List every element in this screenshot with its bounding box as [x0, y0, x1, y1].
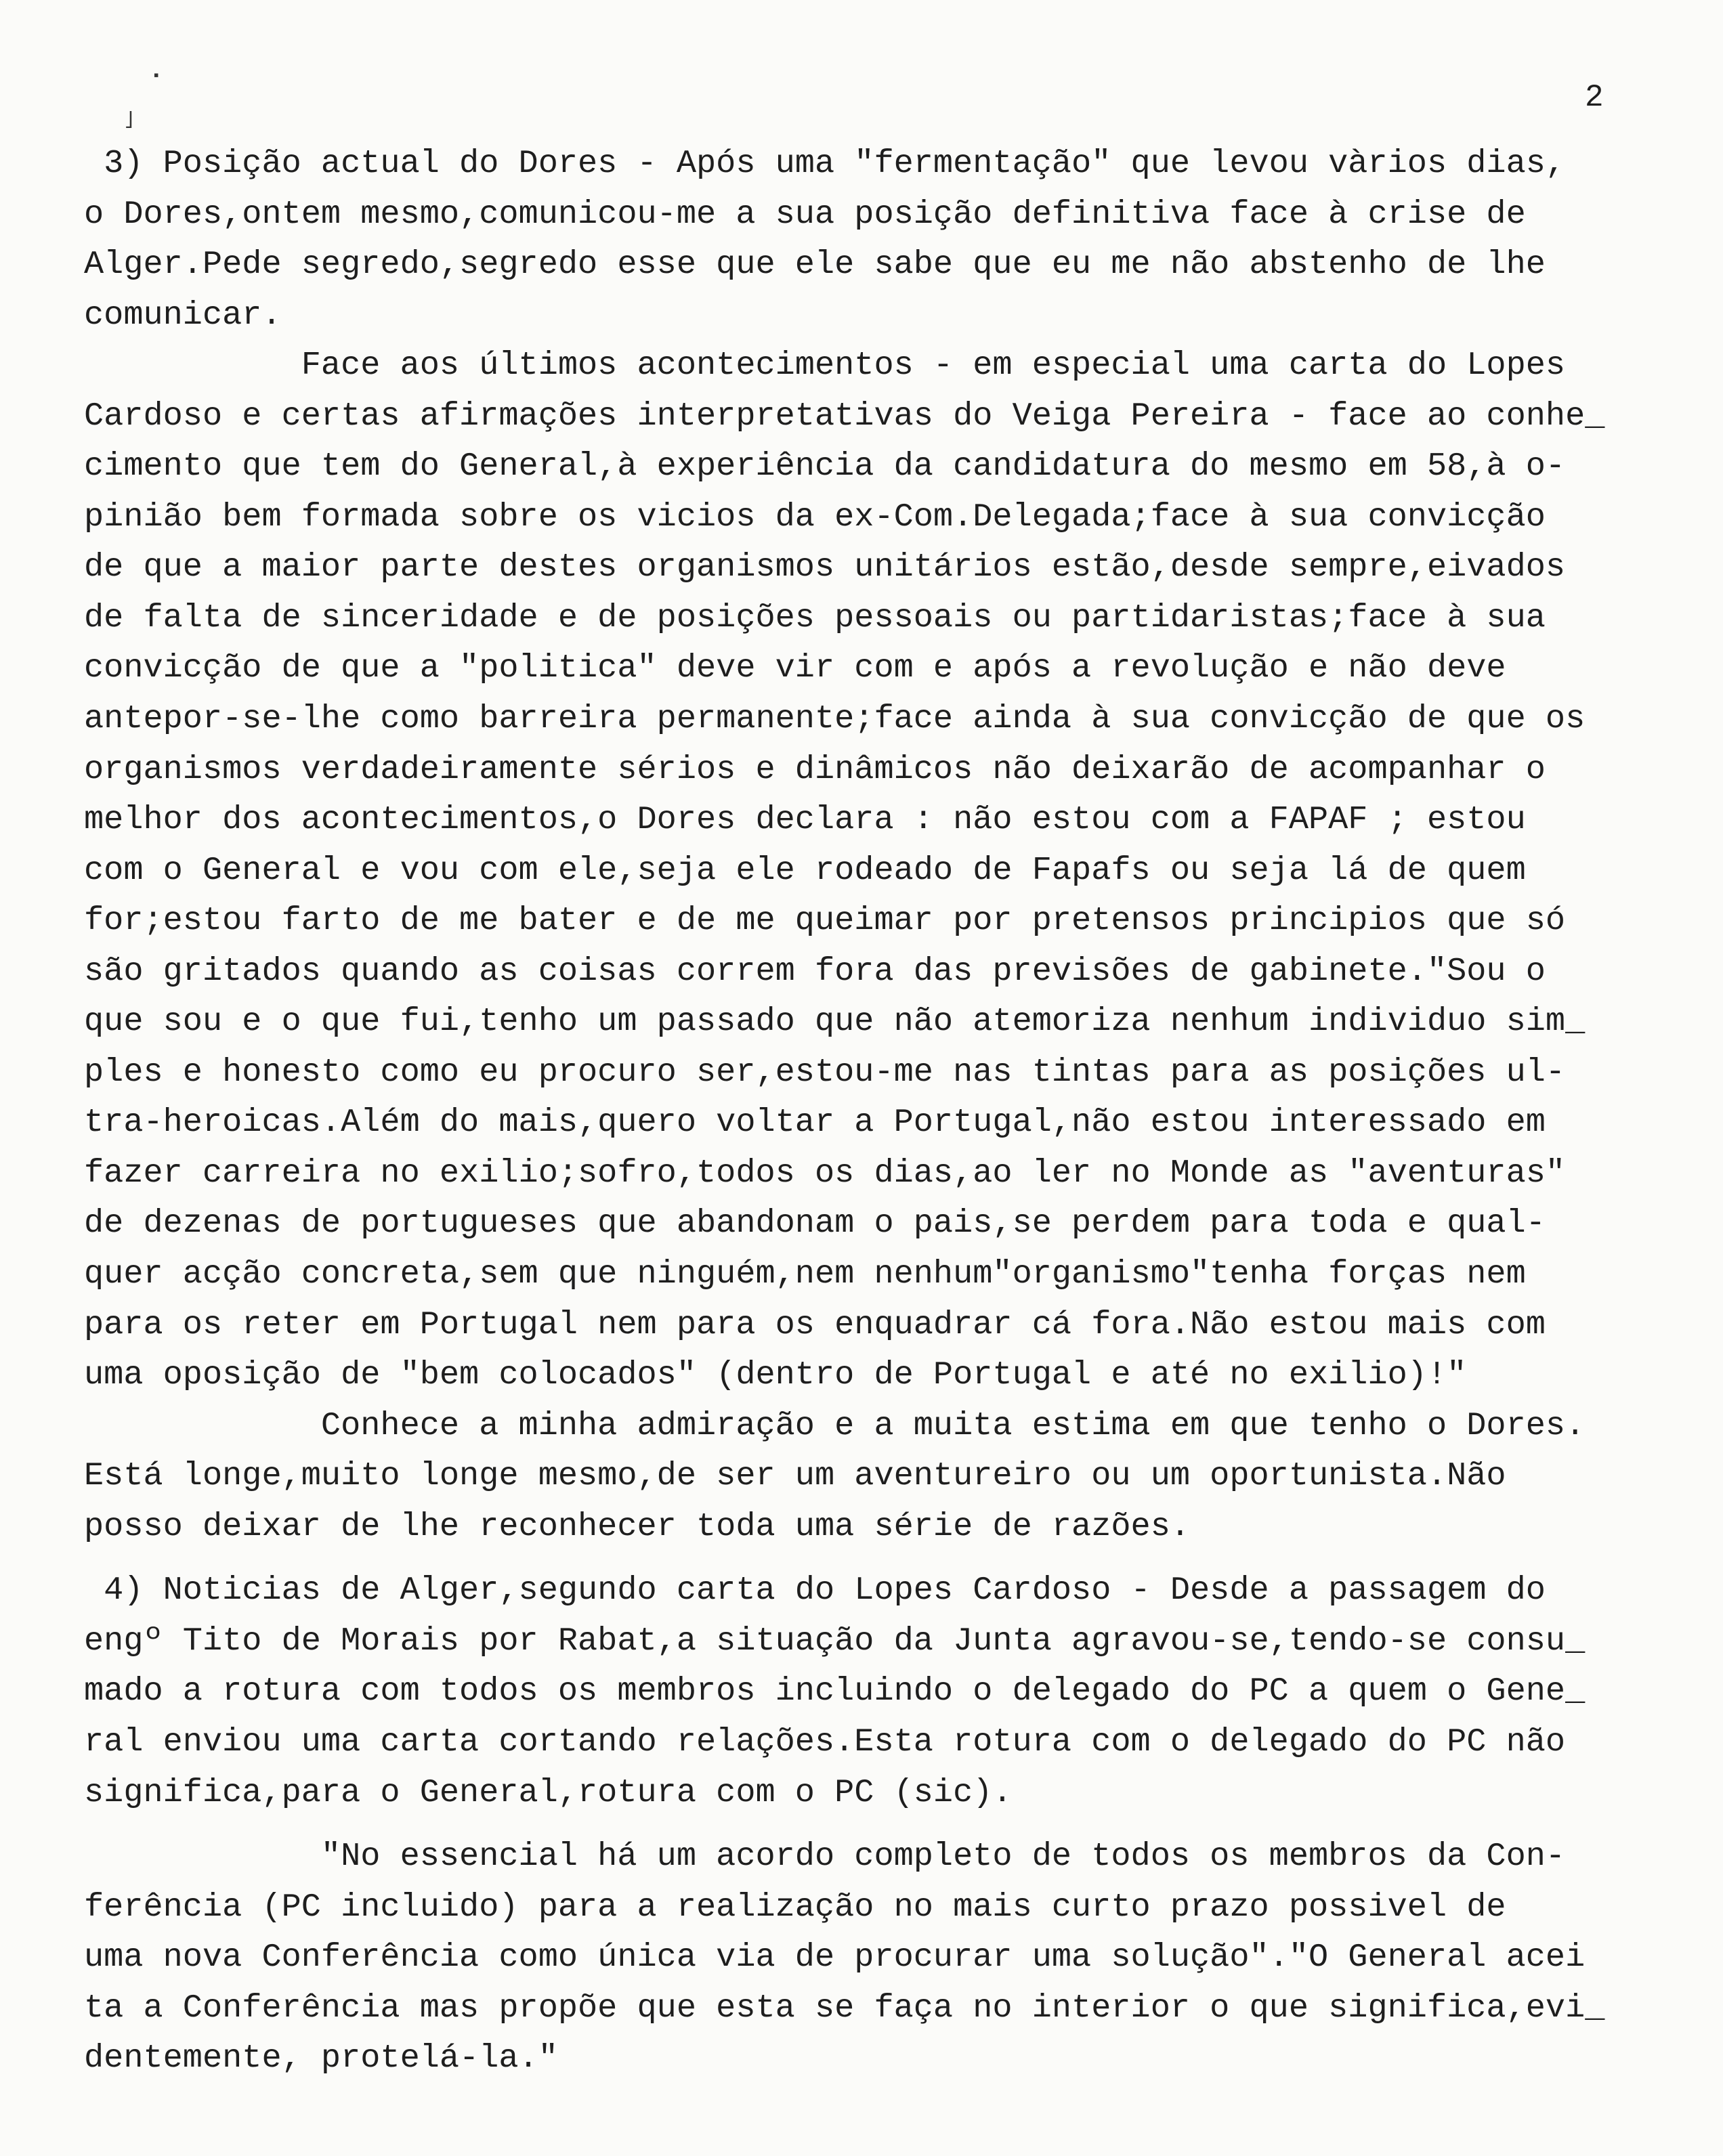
- page-number: 2: [1585, 80, 1604, 115]
- text-line: fazer carreira no exilio;sofro,todos os dias,ao ler no Monde as "aventuras": [84, 1154, 1566, 1192]
- ink-tick-mark: ˩: [122, 110, 136, 135]
- text-line: Face aos últimos acontecimentos - em especial uma carta do Lopes: [84, 347, 1566, 385]
- text-line: uma oposição de "bem colocados" (dentro de Portugal e até no exilio)!": [84, 1356, 1467, 1394]
- text-line: for;estou farto de me bater e de me queimar por pretensos principios que só: [84, 902, 1566, 940]
- text-line: são gritados quando as coisas correm fora das previsões de gabinete."Sou o: [84, 952, 1546, 990]
- text-line: Alger.Pede segredo,segredo esse que ele sabe que eu me não abstenho de lhe: [84, 246, 1546, 284]
- text-line: ta a Conferência mas propõe que esta se faça no interior o que significa,evi_: [84, 1989, 1605, 2027]
- paragraph-gap: [84, 1552, 1682, 1566]
- text-line: de que a maior parte destes organismos unitários estão,desde sempre,eivados: [84, 548, 1566, 586]
- text-line: comunicar.: [84, 296, 282, 334]
- text-line: uma nova Conferência como única via de procurar uma solução"."O General acei: [84, 1939, 1586, 1977]
- text-line: "No essencial há um acordo completo de todos os membros da Con-: [84, 1838, 1566, 1876]
- text-line: Cardoso e certas afirmações interpretativas do Veiga Pereira - face ao conhe_: [84, 397, 1605, 435]
- text-line: pinião bem formada sobre os vicios da ex-Com.Delegada;face à sua convicção: [84, 498, 1546, 536]
- text-line: de falta de sinceridade e de posições pessoais ou partidaristas;face à sua: [84, 599, 1546, 637]
- text-line: engº Tito de Morais por Rabat,a situação da Junta agravou-se,tendo-se consu_: [84, 1622, 1586, 1660]
- text-line: mado a rotura com todos os membros incluindo o delegado do PC a quem o Gene_: [84, 1673, 1586, 1710]
- text-line: que sou e o que fui,tenho um passado que não atemoriza nenhum individuo sim_: [84, 1003, 1586, 1041]
- paragraph-gap: [84, 1818, 1682, 1832]
- text-line: 3) Posição actual do Dores - Após uma "fermentação" que levou vàrios dias,: [84, 145, 1566, 182]
- text-line: dentemente, protelá-la.": [84, 2040, 558, 2077]
- text-line: ral enviou uma carta cortando relações.Esta rotura com o delegado do PC não: [84, 1723, 1566, 1761]
- text-line: quer acção concreta,sem que ninguém,nem nenhum"organismo"tenha forças nem: [84, 1255, 1526, 1293]
- text-line: ples e honesto como eu procuro ser,estou-me nas tintas para as posições ul-: [84, 1053, 1566, 1091]
- text-line: tra-heroicas.Além do mais,quero voltar a Portugal,não estou interessado em: [84, 1104, 1546, 1142]
- typed-text-body: [84, 139, 1682, 2084]
- text-line: cimento que tem do General,à experiência da candidatura do mesmo em 58,à o-: [84, 448, 1566, 486]
- text-line: Está longe,muito longe mesmo,de ser um aventureiro ou um oportunista.Não: [84, 1457, 1506, 1495]
- text-line: convicção de que a "politica" deve vir com e após a revolução e não deve: [84, 649, 1506, 687]
- text-line: antepor-se-lhe como barreira permanente;face ainda à sua convicção de que os: [84, 700, 1586, 738]
- text-line: 4) Noticias de Alger,segundo carta do Lopes Cardoso - Desde a passagem do: [84, 1572, 1546, 1610]
- text-line: Conhece a minha admiração e a muita estima em que tenho o Dores.: [84, 1406, 1586, 1444]
- text-line: significa,para o General,rotura com o PC (sic).: [84, 1773, 1013, 1811]
- ink-speck: ▪: [152, 68, 161, 85]
- text-line: o Dores,ontem mesmo,comunicou-me a sua posição definitiva face à crise de: [84, 195, 1526, 233]
- text-line: posso deixar de lhe reconhecer toda uma série de razões.: [84, 1507, 1191, 1545]
- text-line: organismos verdadeiramente sérios e dinâmicos não deixarão de acompanhar o: [84, 750, 1546, 788]
- text-line: melhor dos acontecimentos,o Dores declara : não estou com a FAPAF ; estou: [84, 801, 1526, 839]
- text-line: para os reter em Portugal nem para os enquadrar cá fora.Não estou mais com: [84, 1306, 1546, 1343]
- text-line: ferência (PC incluido) para a realização no mais curto prazo possivel de: [84, 1888, 1506, 1926]
- text-line: de dezenas de portugueses que abandonam o pais,se perdem para toda e qual-: [84, 1205, 1546, 1243]
- text-line: com o General e vou com ele,seja ele rodeado de Fapafs ou seja lá de quem: [84, 851, 1526, 889]
